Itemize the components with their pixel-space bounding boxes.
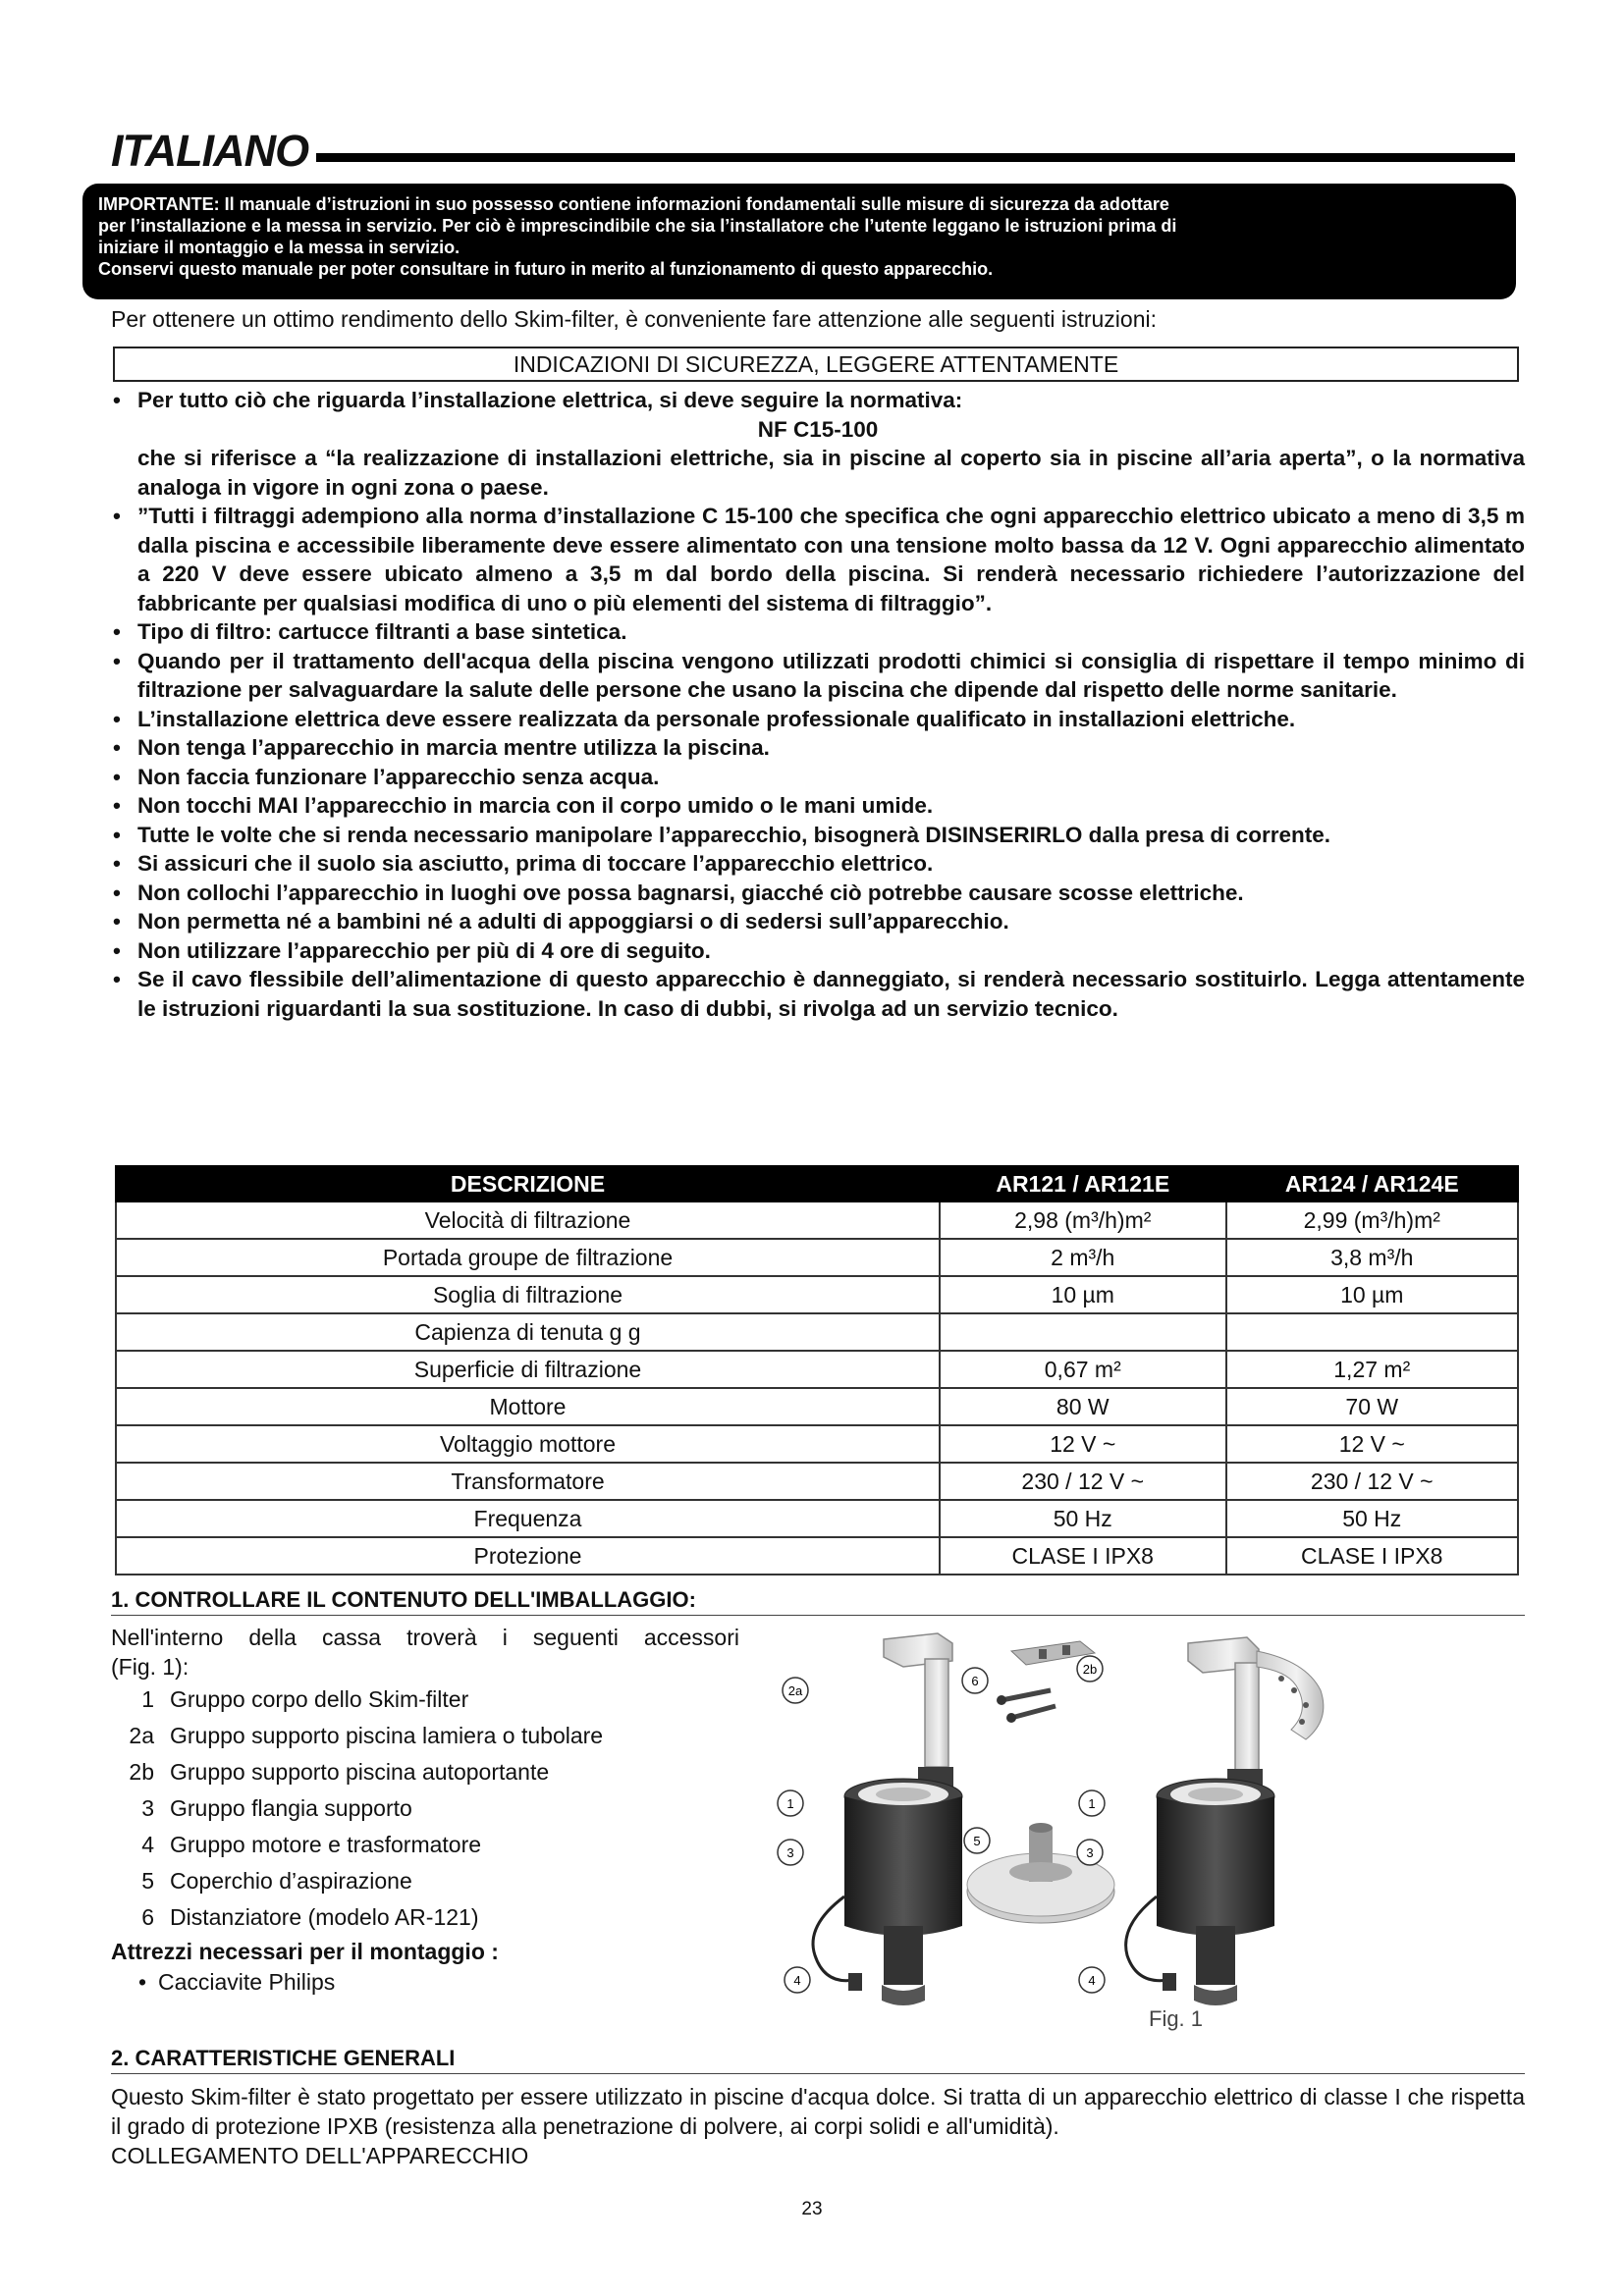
- spec-row: [116, 1425, 1518, 1463]
- spec-cell-description: Velocità di filtrazione: [116, 1201, 940, 1239]
- package-item-label: Gruppo supporto piscina lamiera o tubolare: [170, 1723, 604, 1748]
- page-title: ITALIANO: [111, 126, 309, 176]
- package-item-label: Distanziatore (modelo AR-121): [170, 1904, 479, 1930]
- callout-label: 4: [1088, 1973, 1096, 1988]
- spec-row: [116, 1276, 1518, 1313]
- package-item-label: Gruppo supporto piscina autoportante: [170, 1759, 550, 1785]
- spec-cell-description: Soglia di filtrazione: [116, 1276, 940, 1313]
- spec-cell-ar124: 230 / 12 V ~: [1226, 1463, 1518, 1500]
- safety-item: • Se il cavo flessibile dell’alimentazione di questo apparecchio è danneggiato, si renderà necessario sostituirlo. Legga attentamente le istruzioni riguardanti la sua sostituzione. In caso di dubbi, si rivolga ad un servizio tecnico.: [111, 965, 1525, 1023]
- safety-list: [111, 386, 1525, 1023]
- package-item-number: 1: [141, 1686, 154, 1712]
- spec-header-row: [116, 1166, 1518, 1201]
- spec-cell-description: Frequenza: [116, 1500, 940, 1537]
- spec-row: [116, 1239, 1518, 1276]
- callout-label: 1: [1088, 1796, 1096, 1811]
- spec-cell-description: Mottore: [116, 1388, 940, 1425]
- spec-cell-ar124: 50 Hz: [1226, 1500, 1518, 1537]
- spec-cell-ar121: [940, 1313, 1226, 1351]
- package-item-number: 6: [141, 1904, 154, 1930]
- safety-heading: INDICAZIONI DI SICUREZZA, LEGGERE ATTENTAMENTE: [113, 347, 1519, 382]
- package-item: [111, 1754, 739, 1790]
- package-item-number: 2a: [129, 1723, 154, 1748]
- callout-label: 3: [786, 1845, 794, 1860]
- spec-cell-ar121: 230 / 12 V ~: [940, 1463, 1226, 1500]
- spec-cell-description: Protezione: [116, 1537, 940, 1575]
- package-item: [111, 1718, 739, 1754]
- spec-cell-ar124: CLASE I IPX8: [1226, 1537, 1518, 1575]
- spec-cell-ar124: 3,8 m³/h: [1226, 1239, 1518, 1276]
- important-line: IMPORTANTE: Il manuale d’istruzioni in suo possesso contiene informazioni fondamentali sulle misure di sicurezza da adottare: [98, 194, 1169, 214]
- page-number: 23: [801, 2199, 823, 2219]
- safety-item: • Non faccia funzionare l’apparecchio senza acqua.: [111, 763, 1525, 792]
- safety-item: • Non tenga l’apparecchio in marcia mentre utilizza la piscina.: [111, 733, 1525, 763]
- spec-cell-ar124: 10 µm: [1226, 1276, 1518, 1313]
- title-rule: [316, 153, 1515, 162]
- spec-cell-ar121: 80 W: [940, 1388, 1226, 1425]
- spec-header-ar121: AR121 / AR121E: [940, 1166, 1226, 1201]
- package-item-number: 4: [141, 1832, 154, 1857]
- safety-item: • ”Tutti i filtraggi adempiono alla norma d’installazione C 15-100 che specifica che ogni apparecchio elettrico ubicato a meno di 3,5 m dalla piscina e accessibile liberamente deve essere alimentato con una tensione molto bassa da 12 V. Ogni apparecchio alimentato a 220 V deve essere ubicato almeno a 3,5 m dal bordo della piscina. Si renderà necessario richiedere l’autorizzazione del fabbricante per qualsiasi modifica di uno o più elementi del sistema di filtraggio”.: [111, 502, 1525, 617]
- spec-header-description: DESCRIZIONE: [116, 1166, 940, 1201]
- spec-row: [116, 1537, 1518, 1575]
- safety-norm: NF C15-100: [757, 416, 879, 442]
- important-line: per l’installazione e la messa in servizio. Per ciò è imprescindibile che sia l’installatore che l’utente leggano le istruzioni prima di: [98, 216, 1177, 236]
- safety-item: • Non utilizzare l’apparecchio per più di 4 ore di seguito.: [111, 936, 1525, 966]
- figure-caption: Fig. 1: [1149, 2006, 1204, 2031]
- package-item: [111, 1682, 739, 1718]
- parts-middle: [967, 1641, 1114, 1923]
- spec-cell-ar124: 12 V ~: [1226, 1425, 1518, 1463]
- important-line: iniziare il montaggio e la messa in servizio.: [98, 238, 460, 257]
- intro-text: Per ottenere un ottimo rendimento dello Skim-filter, è conveniente fare attenzione alle seguenti istruzioni:: [111, 306, 1157, 332]
- callout-label: 6: [971, 1674, 979, 1688]
- package-item: [111, 1899, 739, 1936]
- safety-item: • Tipo di filtro: cartucce filtranti a base sintetica.: [111, 617, 1525, 647]
- section-2-heading: 2. CARATTERISTICHE GENERALI: [111, 2045, 1525, 2074]
- spec-cell-ar124: 70 W: [1226, 1388, 1518, 1425]
- spec-cell-ar121: 2,98 (m³/h)m²: [940, 1201, 1226, 1239]
- package-item: [111, 1863, 739, 1899]
- spec-table: [115, 1165, 1519, 1575]
- spec-cell-ar121: 10 µm: [940, 1276, 1226, 1313]
- spec-cell-ar121: 50 Hz: [940, 1500, 1226, 1537]
- figure-1-illustration: [756, 1631, 1542, 2054]
- spec-cell-ar121: 12 V ~: [940, 1425, 1226, 1463]
- callout-label: 1: [786, 1796, 794, 1811]
- safety-item-continuation: che si riferisce a “la realizzazione di installazioni elettriche, sia in piscine al coperto sia in piscine all’aria aperta”, o la normativa analoga in vigore in ogni zona o paese.: [137, 446, 1525, 500]
- skimmer-right: [1126, 1637, 1324, 2005]
- spec-row: [116, 1500, 1518, 1537]
- spec-cell-description: Superficie di filtrazione: [116, 1351, 940, 1388]
- package-item-number: 3: [141, 1795, 154, 1821]
- spec-row: [116, 1388, 1518, 1425]
- callout-label: 2a: [787, 1683, 803, 1698]
- important-notice: [82, 184, 1516, 299]
- package-item-label: Gruppo flangia supporto: [170, 1795, 412, 1821]
- spec-cell-ar124: 1,27 m²: [1226, 1351, 1518, 1388]
- skimmer-left: [813, 1633, 962, 2005]
- spec-cell-ar121: CLASE I IPX8: [940, 1537, 1226, 1575]
- spec-cell-description: Portada groupe de filtrazione: [116, 1239, 940, 1276]
- general-paragraph: Questo Skim-filter è stato progettato per essere utilizzato in piscine d'acqua dolce. Si tratta di un apparecchio elettrico di classe I che rispetta il grado di protezione IPXB (resistenza alla penetrazione di polvere, ai corpi solidi e all'umidità).: [111, 2084, 1525, 2139]
- spec-row: [116, 1201, 1518, 1239]
- spec-cell-description: Capienza di tenuta g g: [116, 1313, 940, 1351]
- tools-item: • Cacciavite Philips: [111, 1967, 739, 1997]
- package-item-number: 2b: [129, 1759, 154, 1785]
- safety-item: • Non collochi l’apparecchio in luoghi ove possa bagnarsi, giacché ciò potrebbe causare scosse elettriche.: [111, 879, 1525, 908]
- package-contents: [111, 1623, 739, 1997]
- spec-row: [116, 1463, 1518, 1500]
- spec-header-ar124: AR124 / AR124E: [1226, 1166, 1518, 1201]
- language-header: [111, 126, 1515, 177]
- connection-heading: COLLEGAMENTO DELL'APPARECCHIO: [111, 2143, 529, 2168]
- tools-title: Attrezzi necessari per il montaggio :: [111, 1939, 499, 1964]
- package-item-number: 5: [141, 1868, 154, 1894]
- callout-label: 2b: [1082, 1662, 1098, 1677]
- spec-row: [116, 1351, 1518, 1388]
- safety-item: • Quando per il trattamento dell'acqua della piscina vengono utilizzati prodotti chimici si consiglia di rispettare il tempo minimo di filtrazione per salvaguardare la salute delle persone che usano la piscina che dipende dal rispetto delle norme sanitarie.: [111, 647, 1525, 705]
- spec-cell-description: Transformatore: [116, 1463, 940, 1500]
- package-lead-fig: (Fig. 1):: [111, 1654, 189, 1680]
- callout-label: 5: [973, 1834, 981, 1848]
- package-item: [111, 1790, 739, 1827]
- package-item-label: Coperchio d’aspirazione: [170, 1868, 412, 1894]
- section-1-heading: 1. CONTROLLARE IL CONTENUTO DELL'IMBALLAGGIO:: [111, 1586, 1525, 1616]
- callout-label: 3: [1086, 1845, 1094, 1860]
- safety-item: • Non tocchi MAI l’apparecchio in marcia con il corpo umido o le mani umide.: [111, 791, 1525, 821]
- safety-item: • L’installazione elettrica deve essere realizzata da personale professionale qualificato in installazioni elettriche.: [111, 705, 1525, 734]
- general-text: [111, 2082, 1525, 2170]
- spec-cell-ar124: [1226, 1313, 1518, 1351]
- package-item: [111, 1827, 739, 1863]
- package-item-label: Gruppo motore e trasformatore: [170, 1832, 482, 1857]
- safety-item: • Tutte le volte che si renda necessario manipolare l’apparecchio, bisognerà DISINSERIRLO dalla presa di corrente.: [111, 821, 1525, 850]
- package-list: [111, 1682, 739, 1936]
- spec-row: [116, 1313, 1518, 1351]
- spec-cell-ar121: 2 m³/h: [940, 1239, 1226, 1276]
- safety-item: • Non permetta né a bambini né a adulti di appoggiarsi o di sedersi sull’apparecchio.: [111, 907, 1525, 936]
- spec-cell-description: Voltaggio mottore: [116, 1425, 940, 1463]
- spec-cell-ar124: 2,99 (m³/h)m²: [1226, 1201, 1518, 1239]
- safety-item: • Per tutto ciò che riguarda l’installazione elettrica, si deve seguire la normativa:: [111, 386, 1525, 415]
- important-line: Conservi questo manuale per poter consultare in futuro in merito al funzionamento di questo apparecchio.: [98, 259, 994, 279]
- callout-label: 4: [793, 1973, 801, 1988]
- safety-item: • Si assicuri che il suolo sia asciutto, prima di toccare l’apparecchio elettrico.: [111, 849, 1525, 879]
- spec-cell-ar121: 0,67 m²: [940, 1351, 1226, 1388]
- package-lead: Nell'interno della cassa troverà i seguenti accessori: [111, 1625, 739, 1650]
- package-item-label: Gruppo corpo dello Skim-filter: [170, 1686, 469, 1712]
